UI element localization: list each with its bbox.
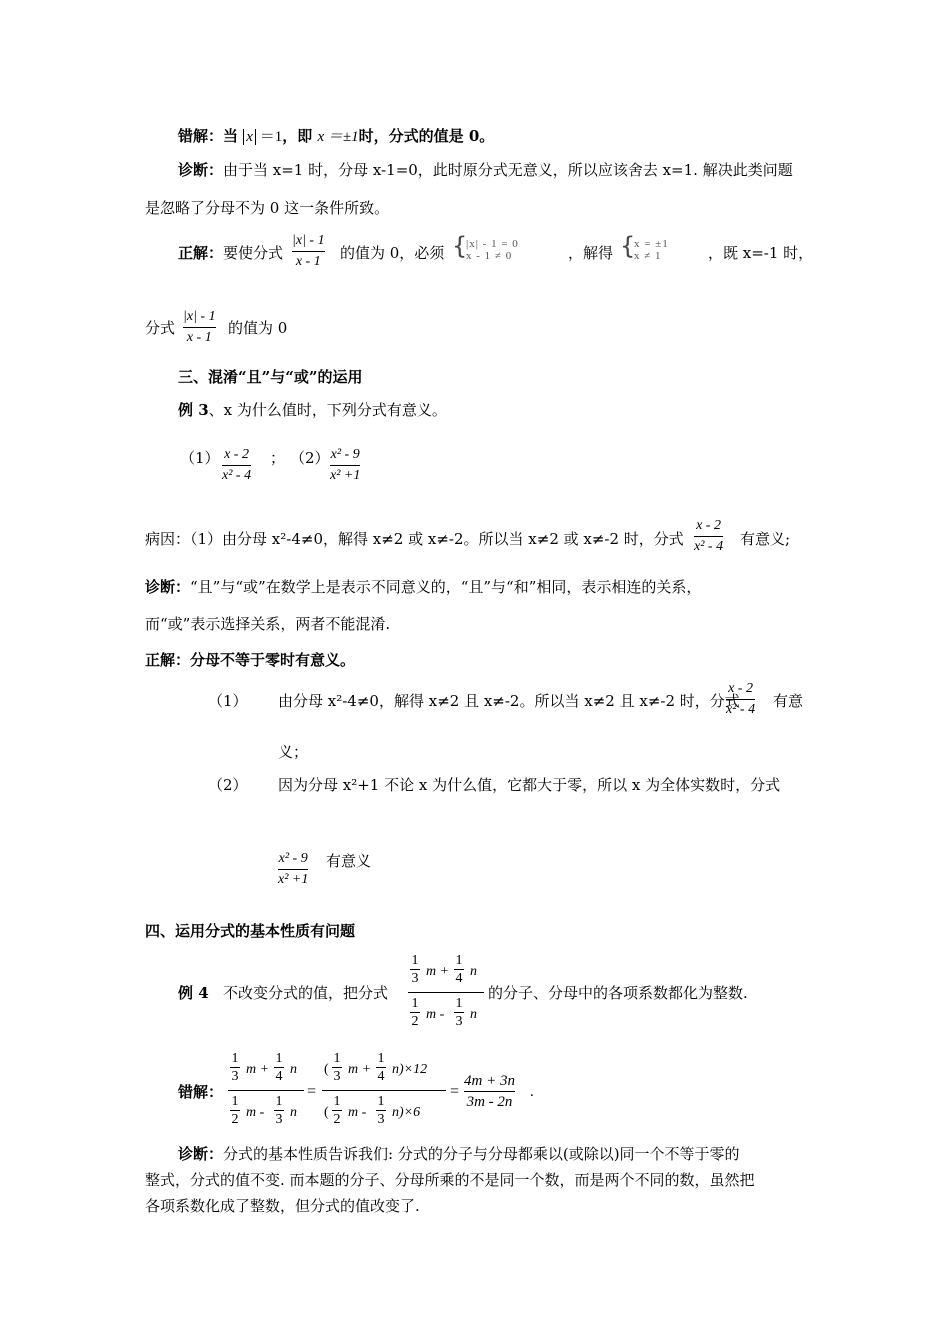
system-1: |x| - 1 = 0 x - 1 ≠ 0 <box>466 238 519 262</box>
fraction-abs-x-minus-1-b: |x| - 1 x - 1 <box>183 309 216 345</box>
diagnosis-line-1: 诊断：由于当 x=1 时，分母 x-1=0，此时原分式无意义，所以应该舍去 x=1. 解决此类问题 <box>178 161 793 179</box>
middle-fraction: ( 1 3 m + 1 4 n)×12 ( 1 2 m - 1 3 n)×6 <box>322 1048 446 1133</box>
diagnosis-4-line-2: 整式，分式的值不变. 而本题的分子、分母所乘的不是同一个数，而是两个不同的数，虽然把 <box>145 1171 755 1189</box>
system-2: x = ±1 x ≠ 1 <box>634 238 669 262</box>
fraction-abs-x-minus-1: |x| - 1 x - 1 <box>292 233 325 269</box>
section-3-heading: 三、混淆“且”与“或”的运用 <box>178 368 363 386</box>
cause-line: 病因：（1）由分母 x²-4≠0，解得 x≠2 或 x≠-2。所以当 x≠2 或 x≠-2 时，分式 <box>145 530 684 548</box>
lhs-fraction: 1 3 m + 1 4 n 1 2 m - 1 3 n <box>228 1048 304 1133</box>
fraction-correct-2: x² - 9 x² +1 <box>278 851 309 887</box>
wrong-label-4: 错解： <box>178 1083 224 1101</box>
diagnosis-3-line-1: 诊断：“且”与“或”在数学上是表示不同意义的，“且”与“和”相同，表示相连的关系， <box>145 578 702 596</box>
diagnosis-label: 诊断： <box>178 161 224 179</box>
correct-item-2: 因为分母 x²+1 不论 x 为什么值，它都大于零，所以 x 为全体实数时，分式 <box>278 776 781 794</box>
diagnosis-3-line-2: 而“或”表示选择关系，两者不能混淆. <box>145 615 391 633</box>
diagnosis-4-line-3: 各项系数化成了整数，但分式的值改变了. <box>145 1197 420 1215</box>
result-fraction: 4m + 3n 3m - 2n <box>464 1073 515 1110</box>
fraction-correct-1: x - 2 x² - 4 <box>726 681 756 717</box>
correct-label: 正解： <box>178 244 224 262</box>
example-3: 例 3、x 为什么值时，下列分式有意义。 <box>178 401 447 419</box>
fraction-cause: x - 2 x² - 4 <box>694 518 724 554</box>
compound-fraction: 1 3 m + 1 4 n 1 2 m - 1 3 n <box>408 950 484 1035</box>
example-4: 例 4 不改变分式的值，把分式 <box>178 984 388 1002</box>
diagnosis-4-line-1: 诊断：分式的基本性质告诉我们: 分式的分子与分母都乘以(或除以)同一个不等于零的 <box>178 1145 740 1163</box>
correct-item-1: 由分母 x²-4≠0，解得 x≠2 且 x≠-2。所以当 x≠2 且 x≠-2 时，分式 <box>278 692 740 710</box>
correct-solution-line: 正解：要使分式 <box>178 244 284 262</box>
wrong-label: 错解： <box>178 127 224 145</box>
system-brace-2: { <box>620 232 636 260</box>
section-4-heading: 四、运用分式的基本性质有问题 <box>145 922 356 940</box>
wrong-solution-line: 错解：当 x ＝1，即 x ＝±1时，分式的值是 0。 <box>178 127 495 145</box>
correct-heading-3: 正解：分母不等于零时有意义。 <box>145 651 356 669</box>
fraction-x-2-over-x2-4: x - 2 x² - 4 <box>222 447 252 483</box>
system-brace-1: { <box>452 232 468 260</box>
diagnosis-line-2: 是忽略了分母不为 0 这一条件所致。 <box>145 199 390 217</box>
fraction-x2-9-over-x2-1: x² - 9 x² +1 <box>330 447 361 483</box>
